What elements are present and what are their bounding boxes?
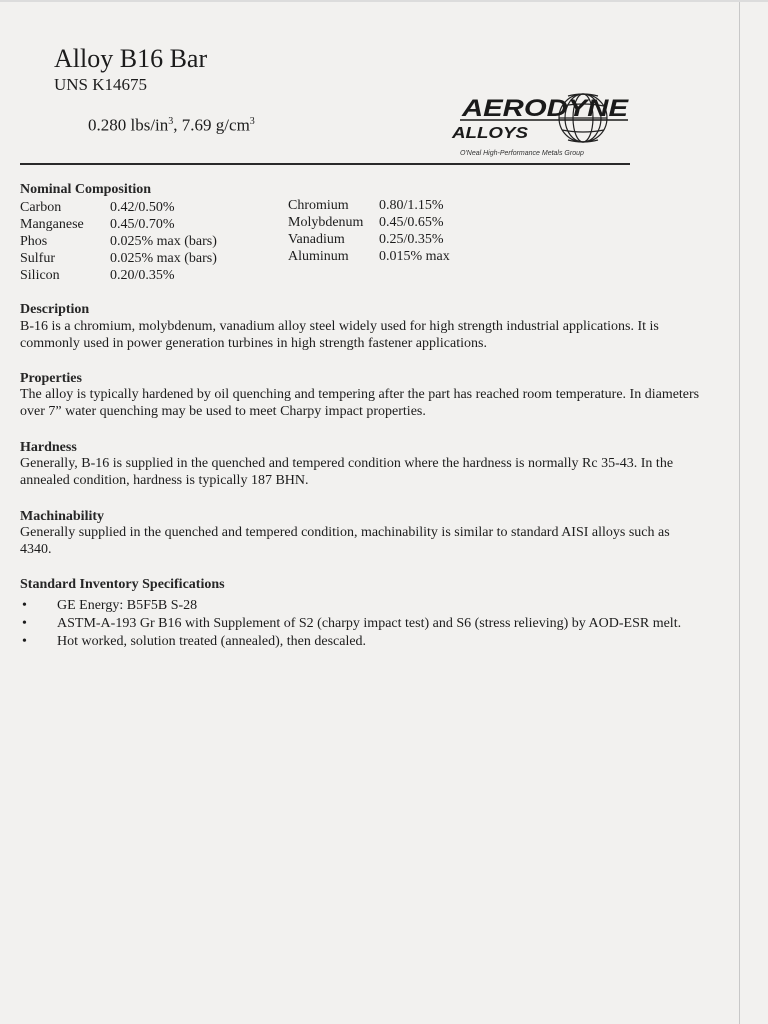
element-value: 0.25/0.35%: [379, 232, 444, 247]
description-heading: Description: [20, 302, 90, 317]
list-item: [20, 633, 710, 651]
properties-heading: Properties: [20, 371, 82, 386]
element-name: Chromium: [288, 198, 349, 213]
element-name: Phos: [20, 234, 48, 249]
bullet-glyph: •: [22, 634, 27, 649]
description-text: B-16 is a chromium, molybdenum, vanadium alloy steel widely used for high strength industrial applications. It is commonly used in power generation turbines in high strength fastener applications.: [20, 319, 659, 351]
composition-heading: Nominal Composition: [20, 182, 152, 197]
element-name: Sulfur: [20, 251, 55, 266]
properties-text: The alloy is typically hardened by oil quenching and tempering after the part has reached room temperature. In diameters over 7” water quenching may be used to meet Charpy impact properties.: [20, 387, 700, 419]
spec-text: GE Energy: B5F5B S-28: [57, 598, 198, 613]
scan-top-edge: [0, 0, 768, 2]
element-name: Manganese: [20, 217, 84, 232]
page-title: Alloy B16 Bar: [54, 44, 208, 73]
composition-row: [288, 197, 450, 214]
element-name: Vanadium: [288, 232, 345, 247]
density-superscript-1: 3: [168, 116, 174, 127]
uns-number: UNS K14675: [54, 75, 148, 94]
composition-right-column: [288, 197, 450, 265]
specs-list: [20, 597, 710, 651]
bullet-glyph: •: [22, 616, 27, 631]
density-line: [88, 112, 255, 136]
element-value: 0.42/0.50%: [110, 200, 175, 215]
element-name: Molybdenum: [288, 215, 364, 230]
composition-row: [288, 231, 450, 248]
list-item: [20, 615, 710, 633]
specs-heading: Standard Inventory Specifications: [20, 577, 225, 592]
element-value: 0.025% max (bars): [110, 234, 217, 249]
element-name: Aluminum: [288, 249, 349, 264]
element-name: Silicon: [20, 268, 60, 283]
composition-row: [20, 233, 217, 250]
spec-text: ASTM-A-193 Gr B16 with Supplement of S2 (charpy impact test) and S6 (stress relieving) by AOD-ESR melt.: [57, 616, 682, 631]
composition-row: [20, 199, 217, 216]
composition-row: [20, 216, 217, 233]
machinability-text: Generally supplied in the quenched and tempered condition, machinability is similar to standard AISI alloys such as 4340.: [20, 525, 670, 557]
machinability-heading: Machinability: [20, 509, 105, 524]
scan-edge-line: [739, 0, 740, 1024]
composition-row: [20, 250, 217, 267]
element-value: 0.80/1.15%: [379, 198, 444, 213]
logo-tagline: O'Neal High-Performance Metals Group: [460, 150, 584, 157]
density-superscript-2: 3: [249, 116, 255, 127]
composition-row: [20, 267, 217, 284]
header-divider: [20, 163, 630, 165]
spec-text: Hot worked, solution treated (annealed), then descaled.: [57, 634, 367, 649]
composition-row: [288, 248, 450, 265]
logo-wordmark-bottom: ALLOYS: [450, 125, 529, 142]
composition-row: [288, 214, 450, 231]
composition-left-column: [20, 199, 217, 284]
density-metric: , 7.69 g/cm: [173, 115, 250, 135]
density-imperial: 0.280 lbs/in: [88, 115, 169, 135]
list-item: [20, 597, 710, 615]
element-value: 0.025% max (bars): [110, 251, 217, 266]
logo-wordmark-top: AERODYNE: [460, 95, 630, 122]
hardness-text: Generally, B-16 is supplied in the quenched and tempered condition where the hardness is normally Rc 35-43. In the annealed condition, hardness is typically 187 BHN.: [20, 456, 674, 488]
element-value: 0.20/0.35%: [110, 268, 175, 283]
element-name: Carbon: [20, 200, 62, 215]
bullet-glyph: •: [22, 598, 27, 613]
element-value: 0.45/0.70%: [110, 217, 175, 232]
element-value: 0.45/0.65%: [379, 215, 444, 230]
hardness-heading: Hardness: [20, 440, 77, 455]
element-value: 0.015% max: [379, 249, 450, 264]
